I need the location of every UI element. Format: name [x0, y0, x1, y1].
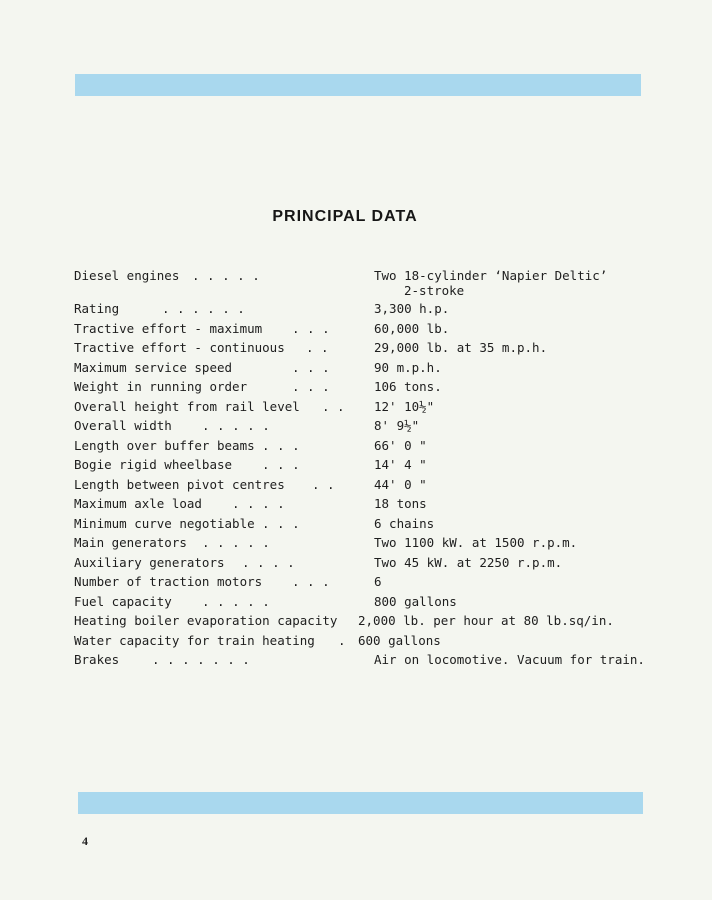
- row-value: 60,000 lb.: [374, 320, 450, 336]
- dot-leader: . . .: [262, 437, 300, 453]
- row-value: 106 tons.: [374, 379, 442, 394]
- dot-leader: . .: [306, 340, 329, 355]
- row-value: Two 1100 kW. at 1500 r.p.m.: [374, 535, 578, 550]
- row-label: Main generators: [74, 535, 187, 550]
- row-label: Overall height from rail level: [74, 398, 300, 414]
- row-label: Tractive effort - maximum: [74, 320, 263, 336]
- row-value: 12' 10½": [374, 398, 435, 414]
- page-title: PRINCIPAL DATA: [272, 208, 418, 225]
- dot-leader: . . .: [292, 320, 330, 336]
- row-label: Auxiliary generators: [74, 554, 225, 570]
- row-value: 3,300 h.p.: [374, 301, 450, 316]
- row-value: 44' 0 ": [374, 476, 427, 492]
- row-label: Tractive effort - continuous: [74, 340, 285, 355]
- dot-leader: . . . .: [242, 554, 295, 570]
- data-row-overall-width: [74, 416, 674, 436]
- dot-leader: . . .: [262, 457, 300, 472]
- data-row-length-between-pivot-centres: [74, 475, 674, 495]
- row-value: Air on locomotive. Vacuum for train.: [374, 652, 645, 667]
- dot-leader: . . .: [262, 515, 300, 531]
- dot-leader: . .: [312, 476, 335, 492]
- row-value: 29,000 lb. at 35 m.p.h.: [374, 340, 548, 355]
- row-value: Two 45 kW. at 2250 r.p.m.: [374, 554, 563, 570]
- data-row-tractive-effort-continuous: [74, 338, 674, 358]
- principal-data-table: [74, 266, 674, 670]
- data-row-diesel-engines: [74, 266, 674, 299]
- row-value: 18 tons: [374, 496, 427, 511]
- data-row-heating-boiler-evaporation-capacity: [74, 611, 674, 631]
- row-label: Bogie rigid wheelbase: [74, 457, 233, 472]
- row-label: Heating boiler evaporation capacity: [74, 613, 338, 628]
- data-row-rating: [74, 299, 674, 319]
- dot-leader: . . .: [292, 574, 330, 589]
- row-label: Brakes: [74, 652, 120, 667]
- row-label: Length between pivot centres: [74, 476, 285, 492]
- bottom-decorative-band: [78, 792, 643, 814]
- dot-leader: . . . . .: [202, 535, 270, 550]
- row-value: 14' 4 ": [374, 457, 427, 472]
- data-row-auxiliary-generators: [74, 553, 674, 573]
- data-row-number-of-traction-motors: [74, 572, 674, 592]
- data-row-minimum-curve-negotiable: [74, 514, 674, 534]
- top-decorative-band: [75, 74, 641, 96]
- dot-leader: . .: [322, 398, 345, 414]
- row-label: Fuel capacity: [74, 593, 172, 609]
- row-value-line2: 2-stroke: [404, 283, 465, 298]
- row-label: Water capacity for train heating: [74, 632, 315, 648]
- dot-leader: . . . . . . .: [152, 652, 250, 667]
- dot-leader: . . . . .: [202, 418, 270, 433]
- row-label: Rating: [74, 301, 120, 316]
- row-value: 90 m.p.h.: [374, 359, 442, 375]
- data-row-maximum-service-speed: [74, 358, 674, 378]
- row-value: 66' 0 ": [374, 437, 427, 453]
- dot-leader: . . . .: [232, 496, 285, 511]
- row-label: Number of traction motors: [74, 574, 263, 589]
- dot-leader: . . . . . .: [162, 301, 245, 316]
- row-label: Length over buffer beams: [74, 437, 255, 453]
- data-row-maximum-axle-load: [74, 494, 674, 514]
- row-label: Diesel engines: [74, 268, 180, 283]
- row-value-line1: Two 18-cylinder ‘Napier Deltic’: [374, 268, 608, 283]
- data-row-bogie-rigid-wheelbase: [74, 455, 674, 475]
- dot-leader: . . .: [292, 359, 330, 375]
- dot-leader: . . .: [292, 379, 330, 394]
- data-row-tractive-effort-maximum: [74, 319, 674, 339]
- data-row-main-generators: [74, 533, 674, 553]
- data-row-brakes: [74, 650, 674, 670]
- data-row-weight-in-running-order: [74, 377, 674, 397]
- row-value: 6 chains: [374, 515, 435, 531]
- page-number: 4: [82, 834, 88, 848]
- row-label: Minimum curve negotiable: [74, 515, 255, 531]
- row-value: 8' 9½": [374, 418, 420, 433]
- row-label: Weight in running order: [74, 379, 248, 394]
- row-label: Maximum axle load: [74, 496, 202, 511]
- row-value: 2,000 lb. per hour at 80 lb.sq/in.: [358, 613, 614, 628]
- row-value: 600 gallons: [358, 632, 441, 648]
- dot-leader: .: [338, 632, 346, 648]
- row-value: 800 gallons: [374, 593, 457, 609]
- data-row-fuel-capacity: [74, 592, 674, 612]
- dot-leader: . . . . .: [192, 268, 260, 283]
- row-label: Overall width: [74, 418, 172, 433]
- data-row-overall-height: [74, 397, 674, 417]
- data-row-water-capacity-for-train-heating: [74, 631, 674, 651]
- data-row-length-over-buffer-beams: [74, 436, 674, 456]
- dot-leader: . . . . .: [202, 593, 270, 609]
- row-value: [374, 266, 607, 298]
- row-value: 6: [374, 574, 382, 589]
- row-label: Maximum service speed: [74, 359, 233, 375]
